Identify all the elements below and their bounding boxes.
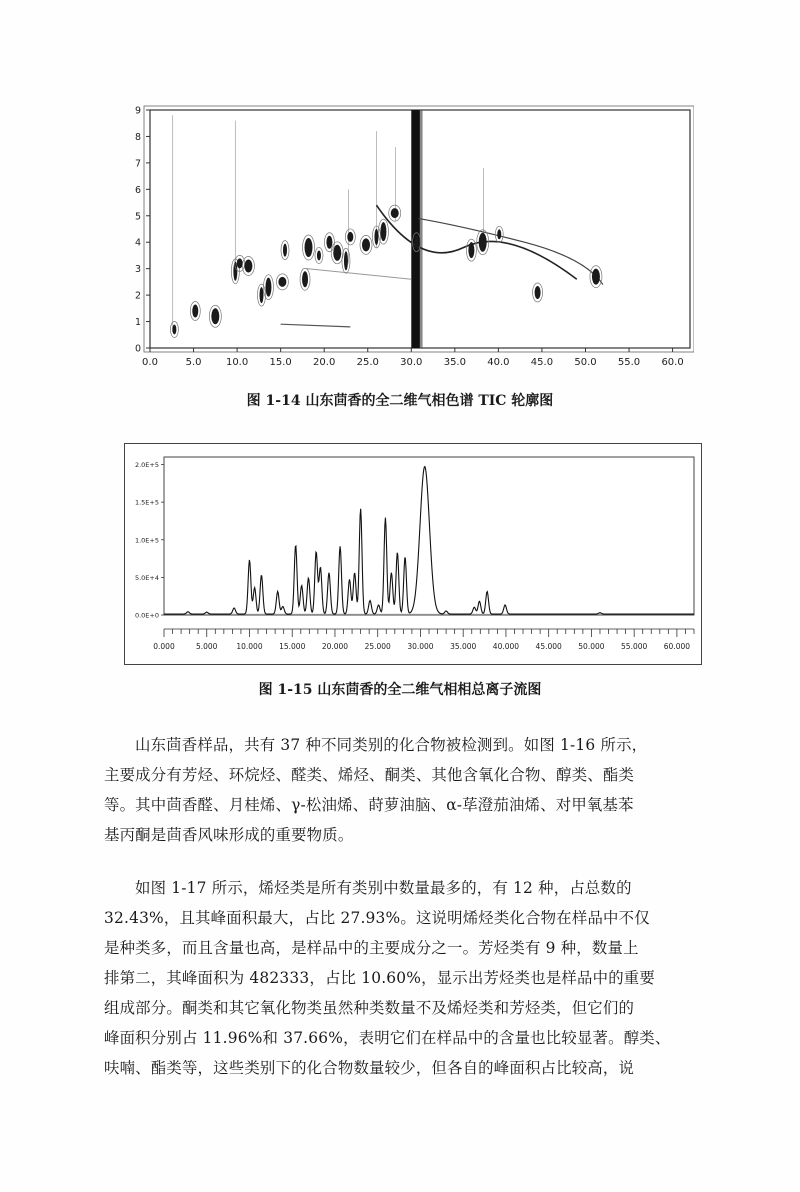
contour-spot — [374, 229, 378, 245]
contour-spot — [259, 287, 263, 303]
contour-spot — [415, 236, 419, 249]
paragraph-2-line: 如图 1-17 所示，烯烃类是所有类别中数量最多的，有 12 种，占总数的 — [135, 879, 632, 897]
outer-frame — [125, 444, 702, 665]
main-peak-tail — [420, 110, 423, 348]
x-tick-label: 20.000 — [321, 642, 349, 651]
y-tick-label: 9 — [134, 105, 141, 117]
contour-spot — [344, 251, 348, 270]
x-tick-label: 45.0 — [530, 357, 554, 368]
y-tick-label: 8 — [134, 131, 141, 143]
chromatogram-figure — [124, 443, 702, 665]
contour-spot — [317, 250, 321, 260]
x-tick-label: 55.0 — [617, 357, 641, 368]
y-tick-label: 1.5E+5 — [134, 498, 159, 507]
x-tick-label: 30.0 — [400, 357, 423, 368]
chromatogram-svg — [124, 443, 702, 665]
x-tick-label: 20.0 — [313, 357, 336, 368]
paragraph-1-line: 基丙酮是茴香风味形成的重要物质。 — [104, 826, 354, 844]
paragraph-2-line: 是种类多，而且含量也高，是样品中的主要成分之一。芳烃类有 9 种，数量上 — [104, 939, 639, 957]
contour-spot — [391, 208, 399, 218]
x-tick-label: 60.0 — [661, 357, 684, 368]
y-tick-label: 5.0E+4 — [134, 573, 159, 582]
contour-spot — [497, 229, 501, 239]
contour-spot — [233, 262, 237, 281]
y-tick-label: 3 — [134, 264, 141, 276]
contour-spot — [278, 277, 286, 287]
contour-spot — [347, 232, 353, 242]
y-tick-label: 1.0E+5 — [134, 536, 159, 545]
x-tick-label: 25.000 — [364, 642, 391, 651]
x-tick-label: 55.000 — [621, 642, 648, 651]
y-tick-label: 1 — [134, 317, 141, 329]
contour-spot — [380, 222, 386, 241]
paragraph-1-line: 主要成分有芳烃、环烷烃、醛类、烯烃、酮类、其他含氧化合物、醇类、酯类 — [104, 766, 635, 784]
contour-spot — [362, 238, 370, 251]
y-tick-label: 7 — [134, 158, 141, 170]
y-tick-label: 0.0E+0 — [134, 611, 159, 620]
x-tick-label: 0.000 — [153, 642, 175, 651]
y-tick-label: 4 — [134, 237, 141, 249]
y-tick-label: 5 — [134, 211, 141, 223]
figure-1-14-caption: 图 1-14 山东茴香的全二维气相色谱 TIC 轮廓图 — [246, 393, 554, 409]
x-tick-label: 5.000 — [195, 642, 218, 651]
x-tick-label: 30.000 — [407, 642, 434, 651]
paragraph-2-line: 呋喃、酯类等，这些类别下的化合物数量较少，但各自的峰面积占比较高，说 — [104, 1059, 635, 1077]
contour-spot — [326, 236, 332, 249]
contour-spot — [237, 258, 243, 268]
x-tick-label: 15.0 — [269, 357, 292, 368]
y-tick-label: 2 — [134, 290, 141, 302]
contour-spot — [211, 308, 219, 324]
contour-spot — [283, 244, 287, 257]
y-tick-label: 0 — [134, 343, 141, 355]
x-tick-label: 35.000 — [450, 642, 477, 651]
contour-spot — [172, 324, 176, 334]
x-tick-label: 10.000 — [236, 642, 263, 651]
contour-spot — [479, 233, 487, 252]
x-tick-label: 10.0 — [225, 357, 249, 368]
y-tick-label: 2.0E+5 — [134, 461, 159, 470]
figure-1-15-caption: 图 1-15 山东茴香的全二维气相相总离子流图 — [258, 682, 542, 698]
x-tick-label: 0.0 — [142, 357, 158, 368]
paragraph-2-line: 排第二，其峰面积为 482333，占比 10.60%，显示出芳烃类也是样品中的重要 — [104, 969, 655, 987]
contour-spot — [244, 260, 252, 273]
contour-spot — [468, 242, 474, 258]
x-tick-label: 15.000 — [279, 642, 306, 651]
contour-plot-figure — [124, 100, 694, 380]
main-peak-band — [411, 110, 420, 348]
x-tick-label: 40.000 — [492, 642, 520, 651]
x-tick-label: 60.000 — [663, 642, 691, 651]
paragraph-1-line: 山东茴香样品，共有 37 种不同类别的化合物被检测到。如图 1-16 所示， — [135, 736, 648, 754]
contour-spot — [333, 245, 341, 261]
paragraph-1-line: 等。其中茴香醛、月桂烯、γ-松油烯、莳萝油脑、α-荜澄茄油烯、对甲氧基苯 — [104, 796, 634, 814]
contour-spot — [265, 278, 271, 297]
x-tick-label: 25.0 — [356, 357, 379, 368]
contour-spot — [305, 238, 313, 257]
contour-spot — [192, 304, 198, 317]
x-tick-label: 35.0 — [443, 357, 466, 368]
contour-spot — [535, 286, 541, 299]
x-tick-label: 5.0 — [185, 357, 202, 368]
paragraph-2-line: 峰面积分别占 11.96%和 37.66%，表明它们在样品中的含量也比较显著。醇类、 — [104, 1029, 671, 1047]
y-tick-label: 6 — [134, 184, 141, 196]
x-tick-label: 45.000 — [535, 642, 562, 651]
contour-spot — [592, 269, 600, 285]
paragraph-2-line: 组成部分。酮类和其它氧化物类虽然种类数量不及烯烃类和芳烃类，但它们的 — [104, 999, 635, 1017]
x-tick-label: 50.000 — [578, 642, 605, 651]
paragraph-1 — [104, 730, 664, 850]
x-tick-label: 40.0 — [487, 357, 510, 368]
x-tick-label: 50.0 — [574, 357, 597, 368]
paragraph-2-line: 32.43%，且其峰面积最大，占比 27.93%。这说明烯烃类化合物在样品中不仅 — [104, 909, 650, 927]
paragraph-2 — [104, 873, 671, 1083]
contour-spot — [302, 271, 308, 287]
contour-plot-svg — [124, 100, 694, 380]
